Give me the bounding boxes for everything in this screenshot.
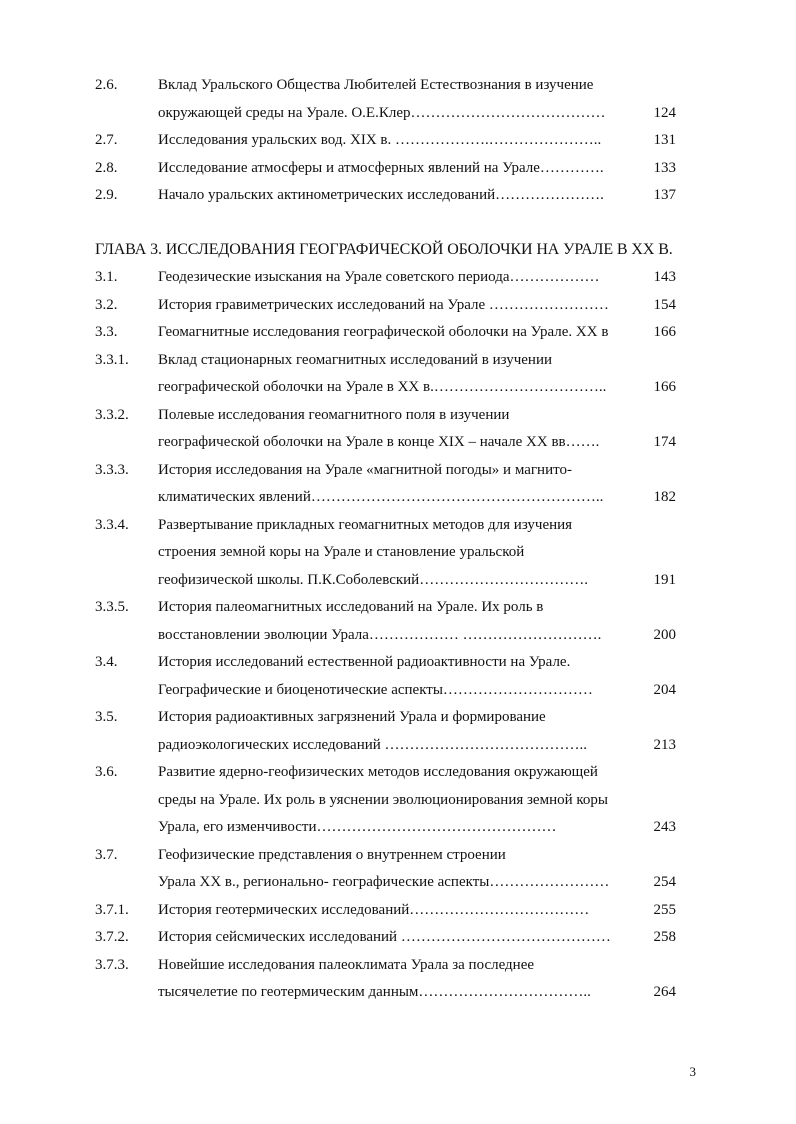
toc-entry-page: 166 <box>653 324 676 340</box>
toc-entry-title: географической оболочки на Урале в XX в.…………………………….. <box>158 379 607 395</box>
toc-entry-number: 3.7. <box>95 846 118 863</box>
toc-entry-number: 3.3.5. <box>95 599 129 615</box>
toc-entry-title: Урала, его изменчивости………………………………………… <box>158 819 557 835</box>
toc-entry-title: История сейсмических исследований …………………………………… <box>158 929 611 945</box>
toc-entry-page: 137 <box>653 187 676 203</box>
toc-entry-page: 213 <box>653 736 676 753</box>
toc-entry-number: 2.6. <box>95 77 118 93</box>
toc-entry-page: 255 <box>653 901 676 918</box>
toc-entry-title: Геодезические изыскания на Урале советского периода……………… <box>158 269 600 285</box>
toc-entry-page: 133 <box>653 159 676 176</box>
toc-entry-title: Исследование атмосферы и атмосферных явлений на Урале…………. <box>158 159 604 176</box>
toc-entry-title: Географические и биоценотические аспекты………………………… <box>158 681 593 698</box>
toc-entry-title: Новейшие исследования палеоклимата Урала за последнее <box>158 956 535 973</box>
toc-entry-number: 3.3.4. <box>95 516 129 533</box>
toc-entry-title: История гравиметрических исследований на Урале …………………… <box>158 296 609 313</box>
toc-entry-page: 124 <box>653 104 676 121</box>
toc-entry-number: 3.3.2. <box>95 406 129 423</box>
toc-entry-number: 2.9. <box>95 187 118 203</box>
toc-entry-title: История исследования на Урале «магнитной погоды» и магнито- <box>158 461 572 478</box>
toc-entry-title: Геомагнитные исследования географической оболочки на Урале. XX в <box>158 324 609 340</box>
toc-entry-number: 3.7.1. <box>95 901 129 918</box>
toc-entry-page: 243 <box>653 819 676 835</box>
toc-entry-number: 3.3.1. <box>95 351 129 368</box>
toc-entry-page: 258 <box>653 929 676 945</box>
toc-entry-title: Вклад Уральского Общества Любителей Естествознания в изучение <box>158 77 594 93</box>
toc-entry-title: Вклад стационарных геомагнитных исследований в изучении <box>158 351 553 368</box>
toc-entry-page: 166 <box>653 379 676 395</box>
toc-entry-title: История палеомагнитных исследований на Урале. Их роль в <box>158 599 544 615</box>
toc-entry-title: Геофизические представления о внутреннем строении <box>158 846 506 863</box>
toc-entry-page: 154 <box>653 296 676 313</box>
toc-entry-page: 204 <box>653 681 676 698</box>
toc-entry-number: 3.7.3. <box>95 956 129 973</box>
toc-entry-title: Начало уральских актинометрических исследований…………………. <box>158 187 604 203</box>
toc-entry-title: Полевые исследования геомагнитного поля в изучении <box>158 406 510 423</box>
toc-entry-title: строения земной коры на Урале и становление уральской <box>158 544 525 560</box>
toc-entry-title: геофизической школы. П.К.Соболевский……………………………. <box>158 571 588 588</box>
toc-entry-page: 254 <box>653 874 676 890</box>
toc-entry-number: 2.8. <box>95 159 118 176</box>
chapter-heading: ГЛАВА 3. ИССЛЕДОВАНИЯ ГЕОГРАФИЧЕСКОЙ ОБОЛОЧКИ НА УРАЛЕ В XX В. <box>95 241 673 258</box>
toc-entry-page: 131 <box>653 132 676 148</box>
toc-entry-title: История радиоактивных загрязнений Урала и формирование <box>158 709 546 725</box>
toc-entry-title: восстановлении эволюции Урала……………… ………………………. <box>158 626 602 643</box>
toc-entry-title: климатических явлений………………………………………………….. <box>158 489 604 505</box>
toc-entry-title: окружающей среды на Урале. О.Е.Клер………………………………… <box>158 104 606 121</box>
toc-entry-page: 200 <box>653 626 676 643</box>
toc-entry-number: 3.4. <box>95 654 118 670</box>
toc-entry-title: радиоэкологических исследований ………………………………….. <box>158 736 588 753</box>
toc-entry-number: 3.3.3. <box>95 461 129 478</box>
toc-entry-title: История геотермических исследований……………………………… <box>158 901 590 918</box>
toc-entry-title: Развитие ядерно-геофизических методов исследования окружающей <box>158 764 598 780</box>
toc-entry-title: географической оболочки на Урале в конце XIX – начале XX вв……. <box>158 434 600 450</box>
page-number: 3 <box>689 1064 696 1079</box>
toc-entry-title: тысячелетие по геотермическим данным…………………………….. <box>158 984 591 1000</box>
toc-entry-title: Исследования уральских вод. XIX в. ……………….………………….. <box>158 132 602 148</box>
toc-entry-page: 174 <box>653 434 676 450</box>
toc-entry-title: среды на Урале. Их роль в уяснении эволюционирования земной коры <box>158 791 608 808</box>
toc-entry-title: История исследований естественной радиоактивности на Урале. <box>158 654 571 670</box>
toc-entry-number: 3.3. <box>95 324 118 340</box>
toc-entry-title: Урала XX в., регионально- географические аспекты…………………… <box>158 874 610 890</box>
toc-entry-number: 3.6. <box>95 764 118 780</box>
toc-entry-number: 3.5. <box>95 709 118 725</box>
toc-entry-number: 3.2. <box>95 296 118 313</box>
toc-entry-title: Развертывание прикладных геомагнитных методов для изучения <box>158 516 573 533</box>
toc-entry-page: 143 <box>653 269 676 285</box>
toc-entry-page: 182 <box>653 489 676 505</box>
toc-entry-page: 264 <box>653 984 676 1000</box>
toc-entry-number: 3.7.2. <box>95 929 129 945</box>
toc-entry-number: 2.7. <box>95 132 118 148</box>
toc-entry-number: 3.1. <box>95 269 118 285</box>
toc-entry-page: 191 <box>653 571 676 588</box>
